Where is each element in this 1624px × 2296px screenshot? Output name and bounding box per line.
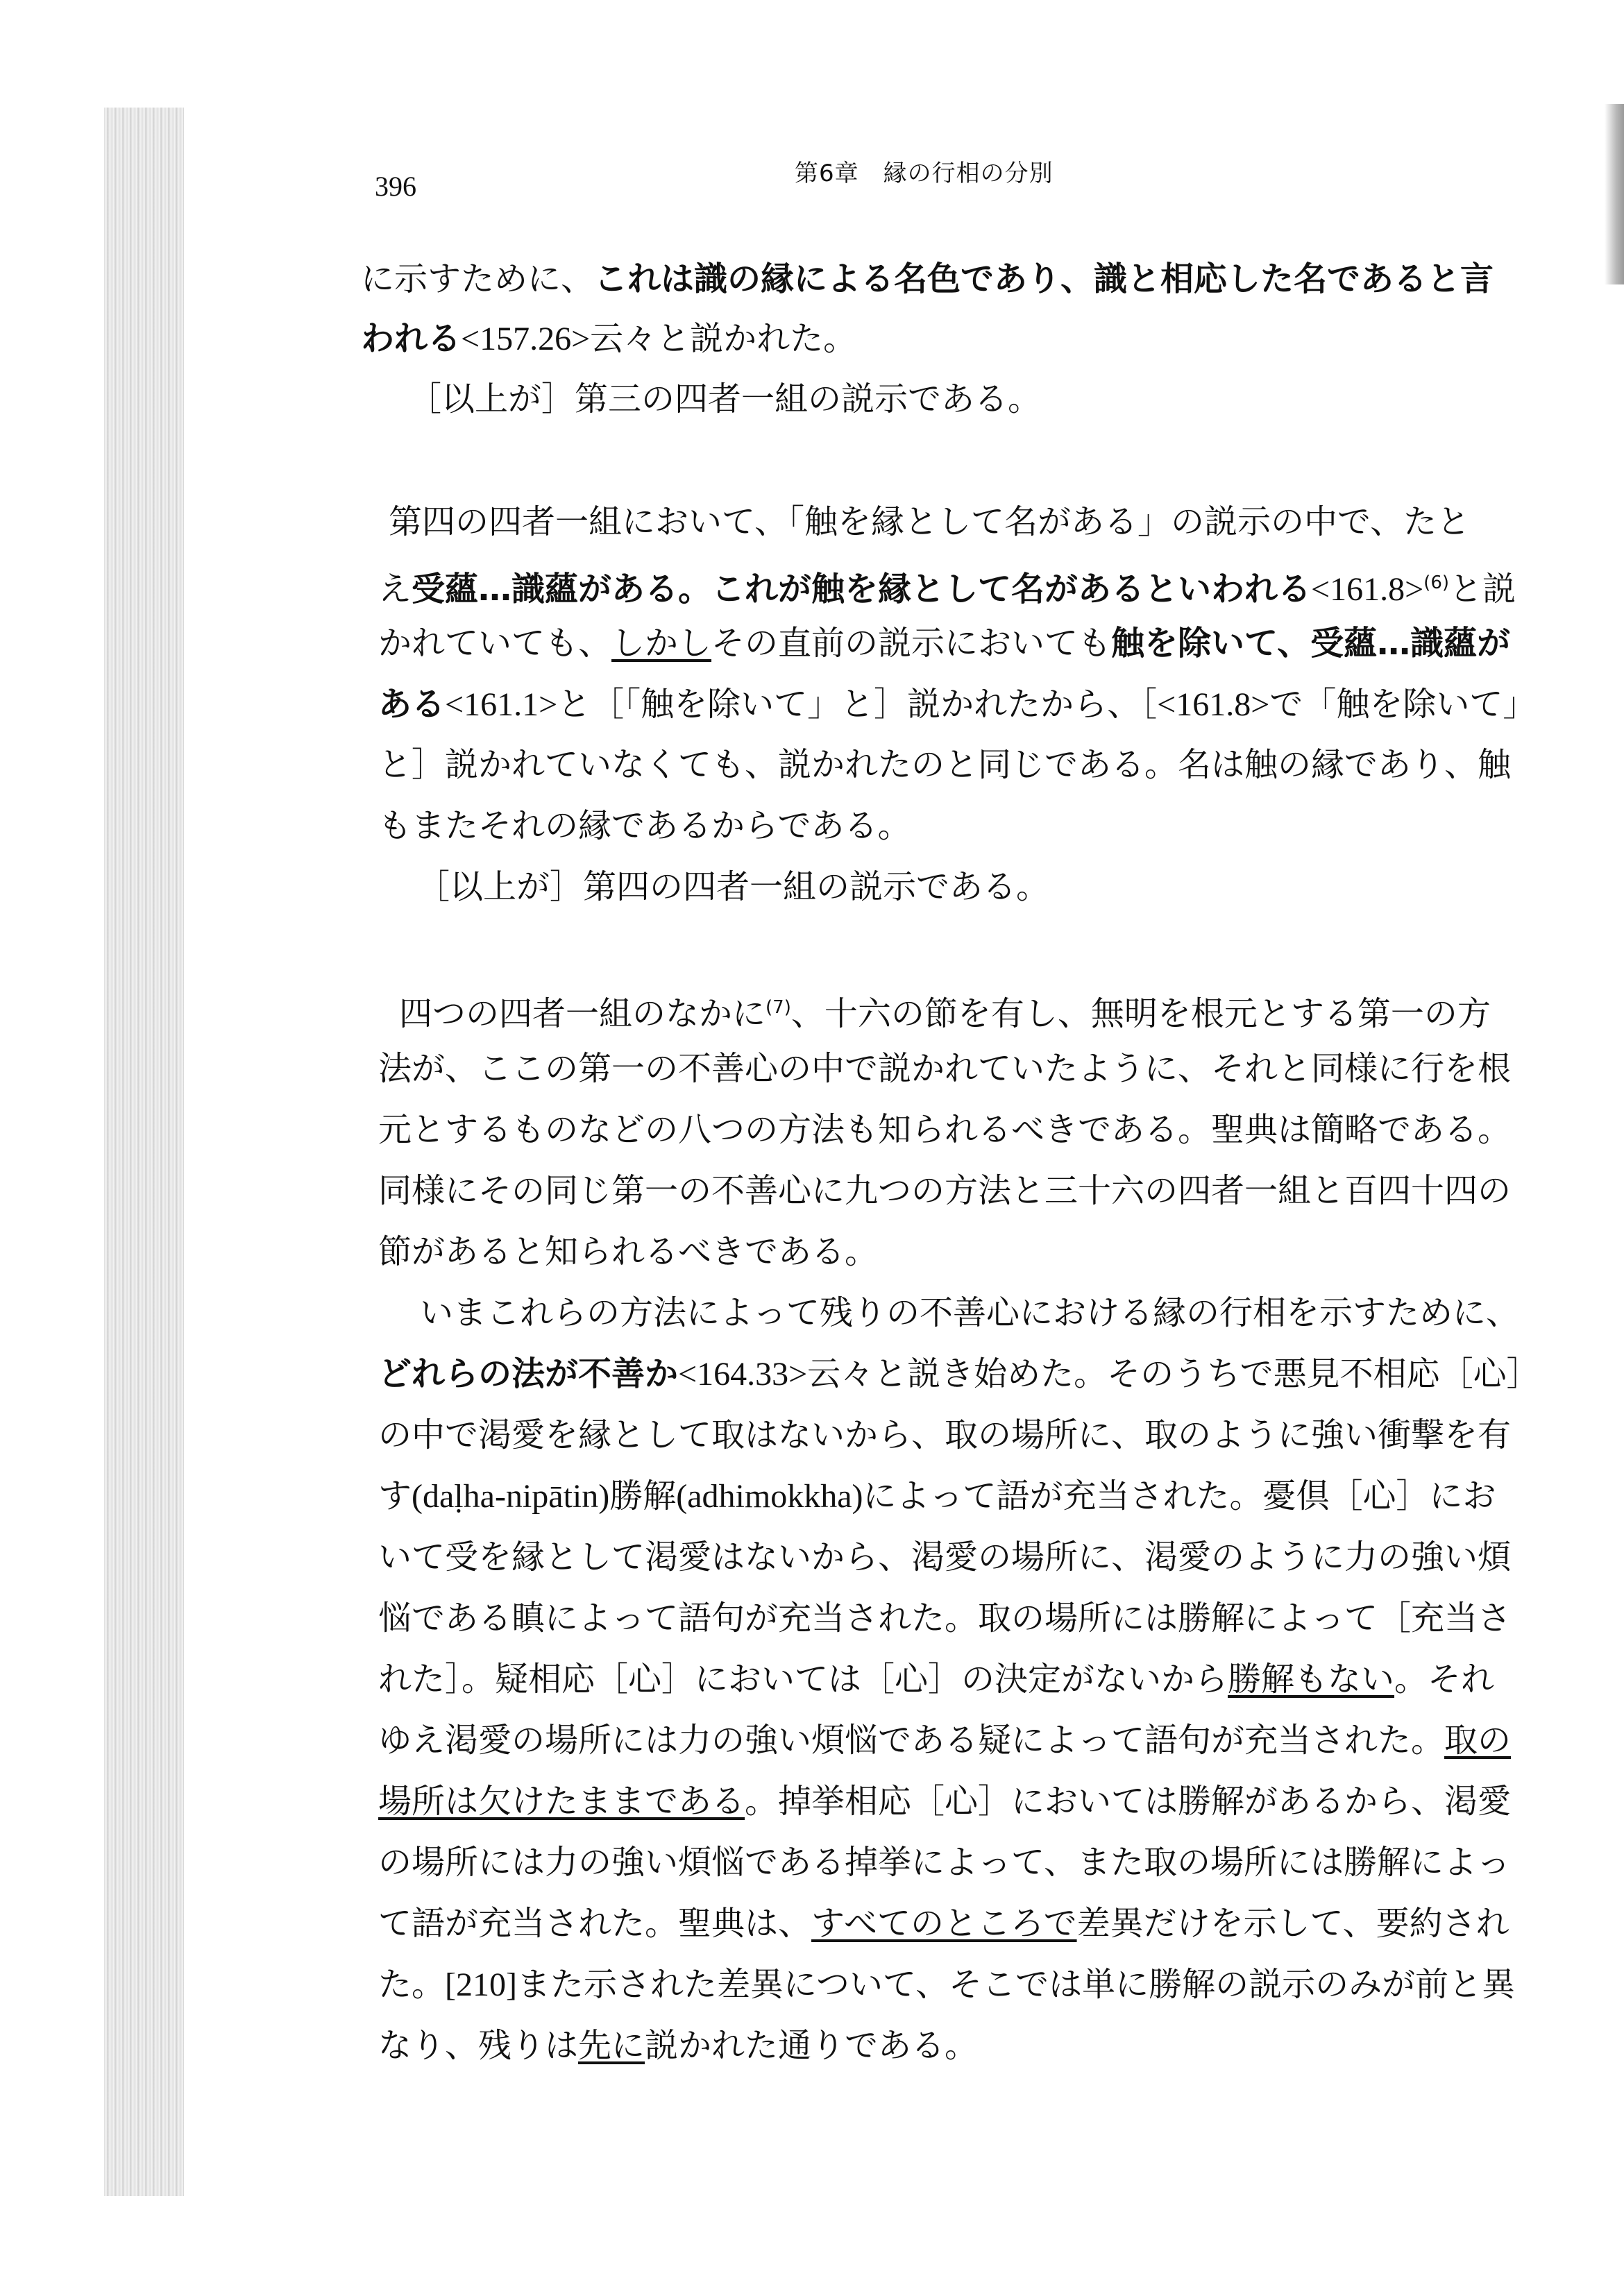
text-span: 四つの四者一組のなかに (399, 994, 766, 1033)
text-span: によって語が充当された。憂倶［心］にお (863, 1477, 1496, 1515)
text-span: (daḷha-nipātin) (412, 1478, 610, 1515)
bold-quote: われる (361, 319, 462, 358)
text-span: もまたそれの縁であるからである。 (378, 806, 911, 845)
footnote-marker: (7) (766, 997, 791, 1018)
underlined-text: すべてのところで (811, 1904, 1077, 1943)
text-line (378, 1964, 1515, 2006)
text-line (378, 1658, 1494, 1700)
underlined-text: 取の (1444, 1721, 1512, 1760)
bold-quote: 受蘊…識蘊がある。これが触を縁として名があるといわれる (412, 570, 1312, 609)
text-span: に示すために、 (361, 260, 595, 298)
text-line (378, 1170, 1511, 1211)
text-span: 同様にその同じ第一の不善心に九つの方法と三十六の四者一組と百四十四の (378, 1171, 1512, 1210)
underlined-text: 先に (578, 2026, 645, 2065)
text-span: 勝解 (609, 1477, 677, 1515)
text-span: 云々と説かれた。 (590, 319, 857, 358)
text-line (378, 1414, 1511, 1456)
text-line (378, 683, 1536, 726)
text-span: ［以上が］第三の四者一組の説示である。 (408, 380, 1042, 418)
text-span: て語が充当された。聖典は、 (378, 1904, 812, 1943)
text-line (378, 1780, 1511, 1822)
text-span: いて受を縁として渇愛はないから、渇愛の場所に、渇愛のように力の強い煩 (378, 1538, 1512, 1576)
citation-ref: <161.8> (1157, 686, 1270, 723)
text-span: 悩である瞋によって語句が充当された。取の場所には勝解によって［充当さ (378, 1599, 1512, 1638)
text-line (399, 987, 1491, 1035)
text-line (378, 1597, 1511, 1639)
text-span: 。掉挙相応［心］においては勝解があるから、渇愛 (745, 1782, 1512, 1821)
text-span: ゆえ渇愛の場所には力の強い煩悩である疑によって語句が充当された。 (378, 1721, 1445, 1760)
citation-ref: <164.33> (678, 1356, 808, 1393)
bold-quote: これは識の縁による名色であり、識と相応した名であると言 (594, 260, 1494, 298)
text-line (408, 378, 1041, 420)
text-line (361, 258, 1494, 300)
text-span: え (378, 570, 412, 609)
text-span: その直前の説示においても (711, 624, 1112, 663)
text-span: た。 (378, 1965, 446, 2004)
text-span: 差異だけを示して、要約され (1076, 1904, 1509, 1943)
text-span: 、十六の節を有し、無明を根元とする第一の方 (790, 994, 1491, 1033)
text-span: と説 (1449, 570, 1516, 609)
text-line (378, 1048, 1511, 1089)
text-line (378, 1231, 878, 1273)
citation-ref: <161.8> (1311, 571, 1424, 608)
text-span: の場所には力の強い煩悩である掉挙によって、また取の場所には勝解によっ (378, 1843, 1511, 1882)
text-line (416, 866, 1049, 908)
running-head: 第6章 縁の行相の分別 (795, 160, 1054, 187)
text-line (378, 622, 1510, 664)
text-span: なり、残りは (378, 2026, 579, 2065)
text-line (378, 562, 1516, 611)
text-line (389, 501, 1470, 543)
text-line (378, 744, 1511, 785)
text-span: 法が、ここの第一の不善心の中で説かれていたように、それと同様に行を根 (378, 1049, 1512, 1088)
bold-quote: どれらの法が不善か (378, 1354, 679, 1393)
underlined-text: 場所は欠けたままである (378, 1782, 745, 1821)
footnote-marker: (6) (1423, 572, 1450, 593)
text-span: の中で渇愛を縁として取はないから、取の場所に、取のように強い衝撃を有 (378, 1415, 1512, 1454)
page-number: 396 (375, 171, 416, 202)
text-span: かれていても、 (378, 624, 612, 663)
citation-ref: <157.26> (461, 321, 591, 357)
text-span: 。それ (1394, 1660, 1495, 1699)
text-span: と］説かれていなくても、説かれたのと同じである。名は触の縁であり、触 (378, 745, 1512, 784)
text-span: 第四の四者一組において、「触を縁として名がある」の説示の中で、たと (389, 502, 1471, 541)
text-span: また示された差異について、そこでは単に勝解の説示のみが前と異 (516, 1965, 1516, 2004)
text-span: 説かれた通りである。 (645, 2026, 979, 2065)
text-line (378, 1536, 1511, 1578)
text-span: ［以上が］第四の四者一組の説示である。 (416, 867, 1050, 906)
text-span: と［「触を除いて」と］説かれたから、［ (557, 685, 1158, 724)
text-line (378, 1903, 1509, 1944)
citation-ref: <161.1> (445, 686, 558, 723)
text-line (378, 2025, 978, 2066)
scan-edge-right (1605, 104, 1624, 284)
text-span: 節があると知られるべきである。 (378, 1232, 879, 1271)
text-line (420, 1292, 1519, 1334)
text-line (378, 1842, 1510, 1883)
text-line (361, 318, 856, 360)
underlined-text: 勝解もない (1228, 1660, 1395, 1699)
text-line (378, 805, 911, 847)
text-line (378, 1719, 1511, 1761)
text-span: 云々と説き始めた。そのうちで悪見不相応［心］ (807, 1354, 1540, 1393)
text-span: で「触を除いて」 (1269, 685, 1537, 724)
bold-quote: ある (378, 685, 446, 724)
bold-quote: 触を除いて、受蘊…識蘊が (1111, 624, 1511, 663)
text-span: す (378, 1477, 412, 1515)
text-span: れた］。疑相応［心］においては［心］の決定がないから (378, 1660, 1228, 1699)
text-line (378, 1353, 1540, 1395)
text-span: (adhimokkha) (676, 1478, 863, 1515)
text-line (378, 1109, 1511, 1150)
citation-ref: [210] (445, 1966, 517, 2003)
text-span: 元とするものなどの八つの方法も知られるべきである。聖典は簡略である。 (378, 1110, 1512, 1149)
underlined-text: しかし (611, 624, 712, 663)
text-line (378, 1475, 1496, 1517)
text-span: いまこれらの方法によって残りの不善心における縁の行相を示すために、 (420, 1293, 1520, 1332)
scan-edge-left (104, 108, 184, 2196)
